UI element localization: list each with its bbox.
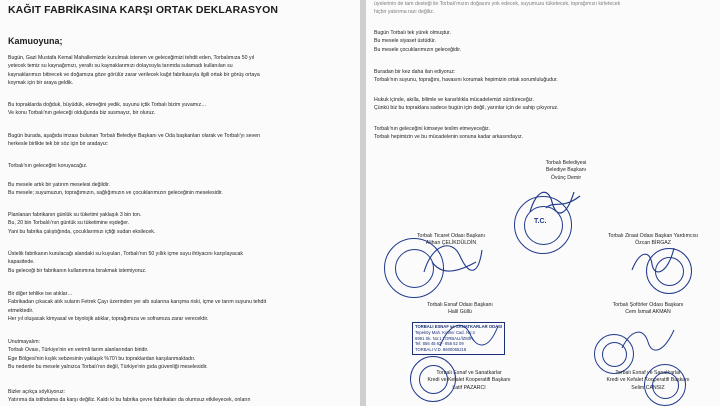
stamp-line: Tepeköy Mah. Kırtmır Cad. No:4 bbox=[415, 329, 475, 335]
text-line: kapasitede. bbox=[8, 259, 35, 266]
text-line: Torbalı Ovası, Türkiye'nin en verimli tarım alanlarından biridir. bbox=[8, 347, 149, 354]
paragraph-water-usage bbox=[8, 211, 348, 236]
paragraph-wells bbox=[8, 250, 348, 275]
stamp-line: 6991 Sk. No:1 TORBALI/İZMİR bbox=[415, 335, 474, 341]
text-line: Bir diğer tehlike ise atıklar… bbox=[8, 291, 73, 297]
text-line: üyelerinin de tam desteği ile Torbalı'mızın doğasını yok edecek, suyumuzu tüketecek, toprağımızı kirletecek bbox=[374, 1, 621, 7]
text-line: Planlanan fabrikanın günlük su tüketimi yaklaşık 3 bin ton. bbox=[8, 212, 142, 218]
agri-chamber-seal bbox=[646, 248, 692, 294]
signatory-title: Kredi ve Kefalet Kooperatifi Başkanı bbox=[606, 377, 690, 384]
text-line: etmektedir. bbox=[8, 307, 34, 314]
signatory-title: Torbalı Ticaret Odası Başkanı bbox=[416, 233, 486, 239]
paragraph-announcement bbox=[374, 68, 710, 85]
artisans-chamber-stamp bbox=[412, 322, 505, 355]
stamp-line: Tel: 856 45 82 - 856 52 09 bbox=[415, 341, 464, 347]
text-line: Her yıl oluşacak kimyasal ve biyolojik atıklar, toprağımıza ve soframıza zarar verecektir. bbox=[8, 315, 209, 322]
paragraph-intro bbox=[8, 54, 348, 87]
text-line: Bizler açıkça söylüyoruz: bbox=[8, 389, 66, 395]
paragraph-waste bbox=[8, 290, 348, 323]
signatory-title: Torbalı Ziraat Odası Başkan Yardımcısı bbox=[607, 233, 699, 239]
text-line: Bu nedenle bu mesele yalnızca Torbalı'nın değil, Türkiye'nin gıda güvenliği meselesidir. bbox=[8, 363, 208, 370]
signatory-title: Torbalı Belediyesi bbox=[545, 160, 587, 166]
text-line: Bu mesele çocuklarımızın geleceğidir. bbox=[374, 46, 462, 53]
text-line: Torbalı'nın geleceğini kimseye teslim etmeyeceğiz. bbox=[374, 126, 491, 132]
signatory-name: Cem İsmail AKMAN bbox=[625, 309, 671, 316]
paragraph-statement bbox=[8, 388, 348, 405]
drivers-chamber-seal bbox=[594, 334, 634, 374]
text-line: Fabrikadan çıkacak atık suların Fetrek Çayı üzerinden yer altı sularına karışma riski, içme ve tarım suyunu tehdit bbox=[8, 299, 267, 306]
text-line: kaynaklarımızı bitirecek ve doğamıza göze görülür zarar verilecek kağıt fabrikasıyla ilgili ortak bir görüş ortaya bbox=[8, 71, 260, 78]
text-line: Hukuk içinde, akılla, bilimle ve kararlılıkla mücadelemizi sürdüreceğiz. bbox=[374, 97, 535, 103]
text-line: koymak için bir araya geldik. bbox=[8, 79, 74, 86]
signatory-name: Selim CANSIZ bbox=[631, 384, 665, 391]
signature-block-drivers-chamber bbox=[588, 302, 708, 317]
salutation: Kamuoyuna; bbox=[8, 36, 63, 46]
paragraph-homeland bbox=[8, 101, 348, 118]
paragraph-pledge bbox=[8, 162, 348, 170]
text-line: Buradan bir kez daha ilan ediyoruz: bbox=[374, 69, 456, 75]
stamp-line: TORBALI V.D. 8600065218 bbox=[415, 347, 467, 353]
seal-text: T.C. bbox=[534, 218, 547, 225]
text-line: Bu mesele; suyumuzun, toprağımızın, sağlığımızın ve çocuklarımızın geleceğinin meselesidir. bbox=[8, 190, 223, 197]
text-line: Bugün, Gazi Mustafa Kemal Mahallemizde kurulmak istenen ve geleceğimizi tehdit eden, Torbalımıza 50 yıl bbox=[8, 55, 255, 61]
paragraph-closing bbox=[374, 125, 710, 142]
signature-block-artisans-chamber bbox=[410, 302, 510, 317]
trade-chamber-seal bbox=[384, 238, 444, 298]
text-line: hiçbir yatırıma razı değiliz. bbox=[374, 9, 435, 16]
signatory-name: Alihan ÇELİKDÜLDİN bbox=[425, 240, 477, 247]
signature-block-mayor bbox=[516, 160, 616, 182]
text-line: Torbalı hepimizin ve bu mücadelenin sonuna kadar arkasındayız. bbox=[374, 134, 524, 141]
document-page-right bbox=[366, 0, 720, 406]
text-line: Ve konu Torbalı'nın geleceği olduğunda biz susmayız, bir oluruz. bbox=[8, 110, 156, 117]
text-line: Bugün burada, aşağıda imzası bulunan Torbalı Belediye Başkanı ve Oda başkanları olarak ve Torbalı'yı seven bbox=[8, 133, 260, 139]
text-line: Ege Bölgesi'nin kışlık sebzesinin yaklaşık %70'i bu topraklardan karşılanmaktadır. bbox=[8, 355, 196, 362]
credit-coop-1-seal bbox=[410, 356, 456, 402]
text-line: herkesle birlikte tek bir söz için bir aradayız: bbox=[8, 141, 109, 148]
signatory-name: Özcan BİRGAZ bbox=[635, 240, 671, 247]
paragraph-unity bbox=[374, 29, 710, 54]
paragraph-issue bbox=[8, 181, 348, 198]
signatory-name: Latif PAZARCI bbox=[452, 384, 486, 391]
text-line: Çünkü biz bu topraklara sadece bugün için değil, yarınlar için de sahip çıkıyoruz. bbox=[374, 105, 559, 112]
text-line: Bugün Torbalı tek yürek olmuştur. bbox=[374, 30, 451, 36]
signatory-title: Torbalı Şoförler Odası Başkanı bbox=[612, 302, 684, 308]
stamp-line: TORBALI ESNAF ve SANATKARLAR ODASI bbox=[415, 324, 503, 329]
text-line: Unutmayalım: bbox=[8, 339, 40, 345]
signatory-name: Övünç Demir bbox=[550, 174, 582, 181]
paragraph-continuation bbox=[374, 0, 710, 17]
signatory-name: Halil Güllü bbox=[448, 309, 472, 316]
document-title: KAĞIT FABRİKASINA KARŞI ORTAK DEKLARASYON bbox=[8, 4, 279, 16]
text-line: Bu topraklarda doğduk, büyüdük, ekmeğini yedik, suyunu içtik Torbalı bizim yuvamız… bbox=[8, 102, 207, 108]
text-line: Torbalı'nın geleceğini koruyacağız. bbox=[8, 163, 88, 169]
credit-coop-2-seal bbox=[644, 364, 686, 406]
paragraph-law bbox=[374, 96, 710, 113]
signatory-title: Torbalı Esnaf Odası Başkanı bbox=[427, 302, 493, 308]
signatory-title: Torbalı Esnaf ve Sanatkarlar bbox=[615, 370, 681, 376]
text-line: Bu geleceği bir fabrikanın kullanımına bırakmak istemiyoruz. bbox=[8, 267, 147, 274]
paragraph-assembly bbox=[8, 132, 348, 149]
text-line: Bu mesele artık bir yatırım meselesi değildir. bbox=[8, 182, 110, 188]
municipality-seal bbox=[514, 196, 572, 254]
text-line: yetecek temiz su kaynağımızı, yeraltı su kaynaklarımızı dolayısıyla tarımda sulamadı kullanılan su bbox=[8, 63, 233, 70]
text-line: Yani bu fabrika çalıştığında, çocuklarımızı içtiği sudan eksilecek. bbox=[8, 228, 156, 235]
signature-block-agri-chamber bbox=[590, 233, 716, 248]
text-line: Torbalı'nın suyunu, toprağını, havasını korumak hepimizin ortak sorumluluğudur. bbox=[374, 77, 558, 84]
paragraph-agriculture bbox=[8, 338, 348, 371]
signatory-title: Torbalı Esnaf ve Sanatkarlar bbox=[436, 370, 502, 376]
signatory-title: Kredi ve Kefalet Kooperatifi Başkanı bbox=[427, 377, 511, 384]
text-line: Bu mesele siyaset üstüdür. bbox=[374, 38, 436, 45]
text-line: Üstelik fabrikanın kurulacağı alandaki su kuyuları, Torbalı'nın 50 yıllık içme suyu ihtiyacını karşılayacak bbox=[8, 251, 244, 257]
signatory-title: Belediye Başkanı bbox=[545, 167, 587, 174]
text-line: Yatırıma da istihdama da karşı değiliz. Kaldı ki bu fabrika çevre fabrikaları da olumsuz etkileyecek, onların bbox=[8, 397, 251, 404]
text-line: Bu, 20 bin Torbalılı'nın günlük su tüketimine eşdeğer. bbox=[8, 220, 130, 227]
